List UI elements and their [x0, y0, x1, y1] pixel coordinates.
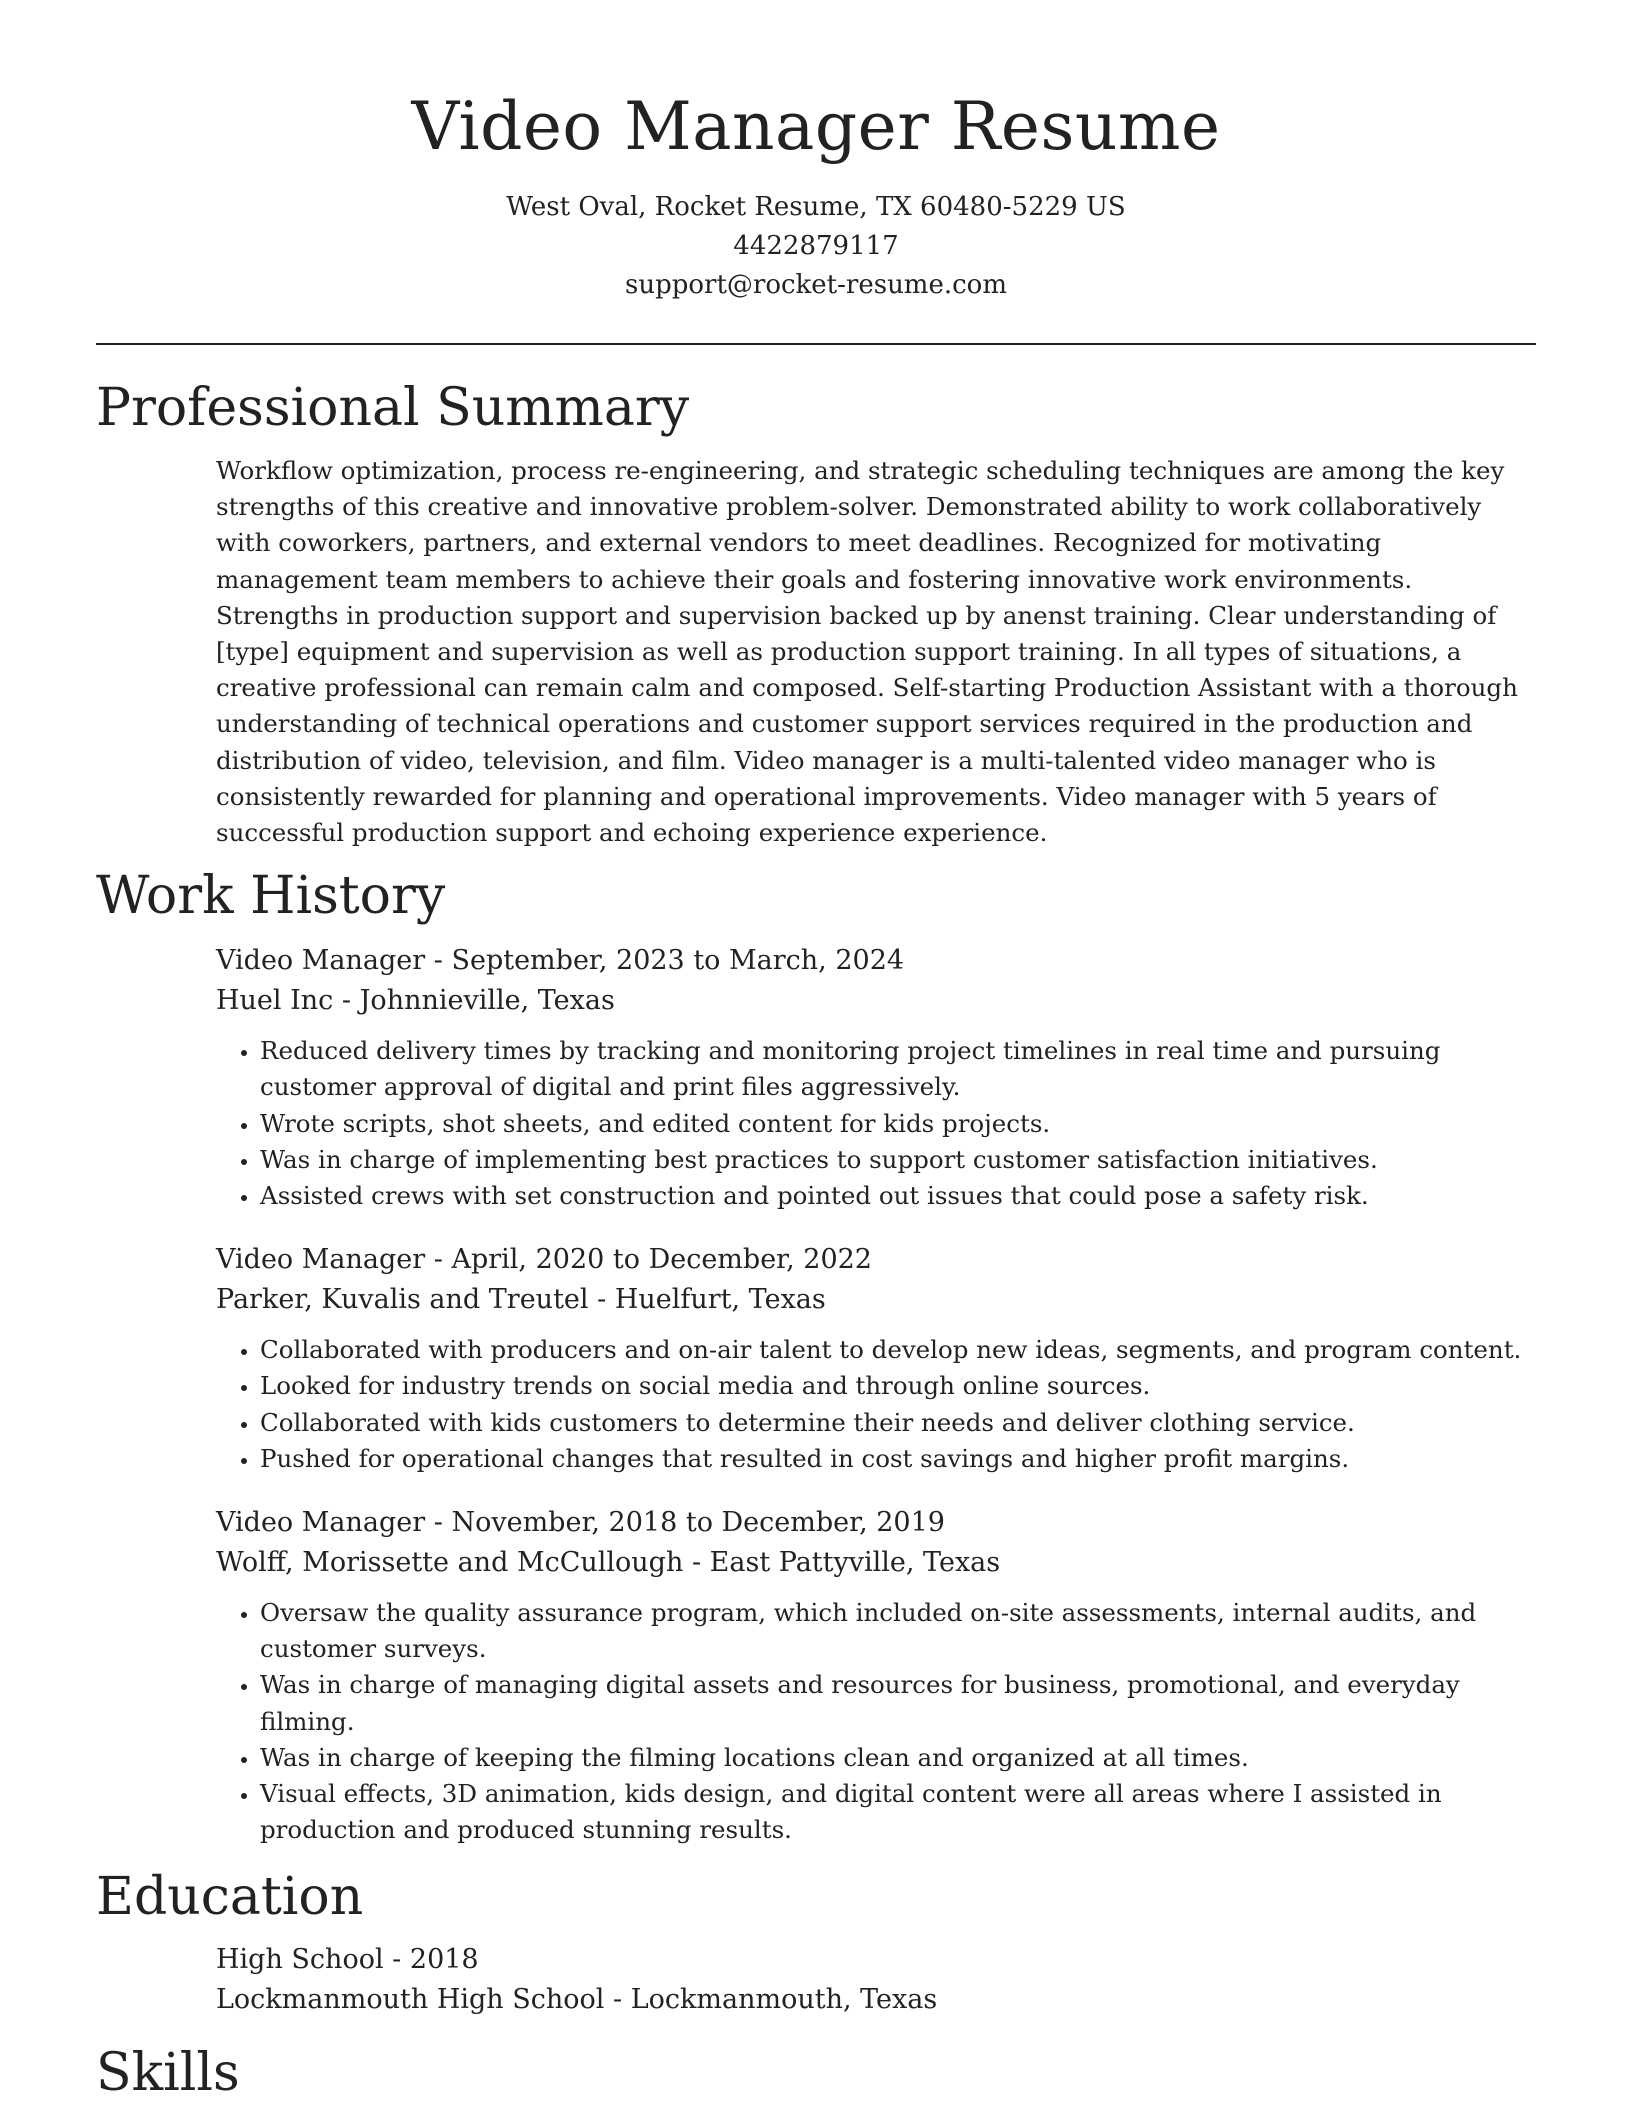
job-company-line	[216, 1280, 1536, 1320]
job-bullet: • Collaborated with kids customers to determine their needs and deliver clothing service.	[260, 1405, 1536, 1441]
job-bullet: • Collaborated with producers and on-air talent to develop new ideas, segments, and program content.	[260, 1332, 1536, 1368]
dash-separator: -	[425, 945, 452, 977]
dash-separator: -	[588, 1284, 615, 1316]
contact-address: West Oval, Rocket Resume, TX 60480-5229 US	[506, 192, 1126, 222]
job-title: Video Manager	[216, 1507, 426, 1539]
contact-email: support@rocket-resume.com	[624, 270, 1007, 300]
job-company-line	[216, 1543, 1536, 1583]
header-divider	[96, 343, 1536, 345]
skills-section	[96, 2038, 1536, 2108]
education-degree-line	[216, 1940, 1536, 1980]
work-history-section	[96, 861, 1536, 1848]
education-school: Lockmanmouth High School	[216, 1984, 605, 2016]
job-title-line	[216, 941, 1536, 981]
job-title-line	[216, 1503, 1536, 1543]
job-bullet: • Reduced delivery times by tracking and monitoring project timelines in real time and pursuing customer approval of digital and print files aggressively.	[260, 1033, 1536, 1105]
education-heading: Education	[96, 1867, 364, 1928]
job-entry	[216, 1503, 1536, 1848]
contact-block	[96, 188, 1536, 305]
job-bullet: • Pushed for operational changes that resulted in cost savings and higher profit margins.	[260, 1441, 1536, 1477]
job-entry	[216, 941, 1536, 1214]
job-bullet: • Was in charge of implementing best practices to support customer satisfaction initiatives.	[260, 1142, 1536, 1178]
job-dates: November, 2018 to December, 2019	[451, 1507, 945, 1539]
job-bullet: • Looked for industry trends on social media and through online sources.	[260, 1368, 1536, 1404]
resume-header	[96, 0, 1536, 305]
job-dates: September, 2023 to March, 2024	[451, 945, 905, 977]
summary-section	[96, 373, 1536, 851]
resume-page	[96, 0, 1536, 2108]
job-title-line	[216, 1240, 1536, 1280]
job-bullet: • Oversaw the quality assurance program, which included on-site assessments, internal audits, and customer surveys.	[260, 1595, 1536, 1667]
job-bullet-list	[216, 1033, 1536, 1214]
job-company: Wolff, Morissette and McCullough	[216, 1547, 684, 1579]
contact-phone: 4422879117	[733, 231, 899, 261]
job-dates: April, 2020 to December, 2022	[451, 1244, 872, 1276]
job-entry	[216, 1240, 1536, 1477]
dash-separator: -	[383, 1944, 410, 1976]
summary-heading: Professional Summary	[96, 378, 690, 438]
job-bullet: • Assisted crews with set construction and pointed out issues that could pose a safety risk.	[260, 1178, 1536, 1214]
job-bullet: • Was in charge of keeping the filming locations clean and organized at all times.	[260, 1740, 1536, 1776]
job-bullet: • Was in charge of managing digital assets and resources for business, promotional, and everyday filming.	[260, 1667, 1536, 1739]
job-bullet: • Visual effects, 3D animation, kids design, and digital content were all areas where I assisted in production and produced stunning results.	[260, 1776, 1536, 1848]
job-title: Video Manager	[216, 945, 426, 977]
education-section	[96, 1862, 1536, 2020]
education-location: Lockmanmouth, Texas	[630, 1984, 938, 2016]
job-location: Johnnieville, Texas	[359, 985, 615, 1017]
job-bullet: • Wrote scripts, shot sheets, and edited content for kids projects.	[260, 1106, 1536, 1142]
dash-separator: -	[604, 1984, 631, 2016]
job-company: Huel Inc	[216, 985, 334, 1017]
job-company-line	[216, 981, 1536, 1021]
education-school-line	[216, 1980, 1536, 2020]
education-year: 2018	[409, 1944, 479, 1976]
job-bullet-list	[216, 1332, 1536, 1477]
dash-separator: -	[333, 985, 360, 1017]
education-degree: High School	[216, 1944, 384, 1976]
dash-separator: -	[425, 1507, 452, 1539]
job-bullet-list	[216, 1595, 1536, 1848]
dash-separator: -	[425, 1244, 452, 1276]
work-history-heading: Work History	[96, 866, 446, 927]
summary-text: Workflow optimization, process re-engineering, and strategic scheduling techniques are among the key strengths of this creative and innovative problem-solver. Demonstrated ability to work collaboratively with coworkers, partners, and external vendors to meet deadlines. Recognized for motivating management team members to achieve their goals and fostering innovative work environments. Strengths in production support and supervision backed up by anenst training. Clear understanding of [type] equipment and supervision as well as production support training. In all types of situations, a creative professional can remain calm and composed. Self-starting Production Assistant with a thorough understanding of technical operations and customer support services required in the production and distribution of video, television, and film. Video manager is a multi-talented video manager who is consistently rewarded for planning and operational improvements. Video manager with 5 years of successful production support and echoing experience experience.	[216, 456, 1518, 848]
dash-separator: -	[683, 1547, 710, 1579]
job-company: Parker, Kuvalis and Treutel	[216, 1284, 589, 1316]
resume-title: Video Manager Resume	[411, 88, 1221, 165]
skills-heading: Skills	[96, 2043, 240, 2104]
job-location: Huelfurt, Texas	[614, 1284, 826, 1316]
job-location: East Pattyville, Texas	[709, 1547, 1001, 1579]
job-title: Video Manager	[216, 1244, 426, 1276]
